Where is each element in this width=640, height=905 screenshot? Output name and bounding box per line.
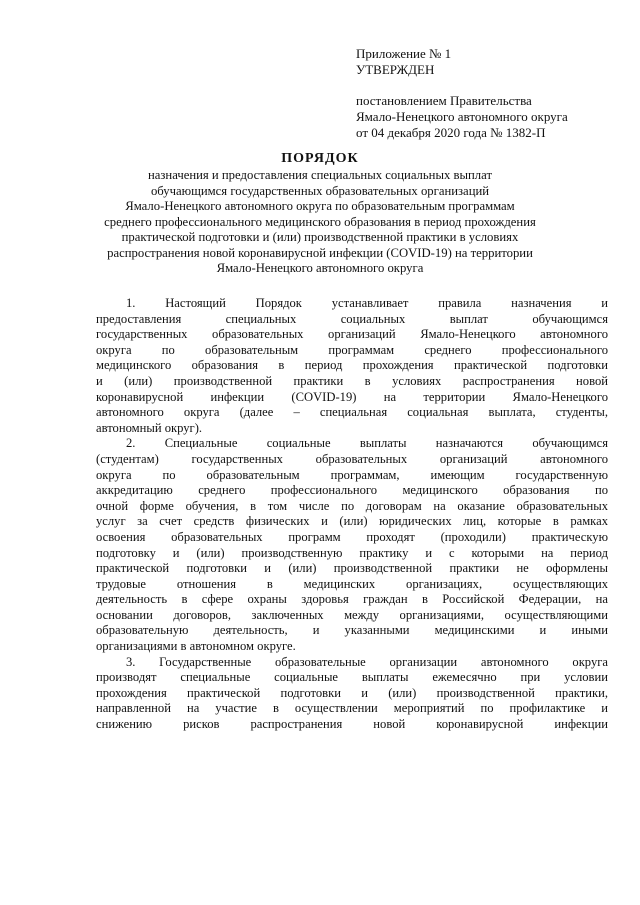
paragraph-line: (студентам) государственных образовательных организаций автономного [96, 451, 608, 466]
paragraph-line: автономного округа (далее – специальная социальная выплата, студенты, [96, 405, 608, 420]
paragraph-line: и (или) производственной практики в условиях распространения новой [96, 373, 608, 388]
paragraph-line: очной форме обучения, в том числе по договорам на оказание образовательных [96, 498, 608, 513]
decree-line: постановлением Правительства [356, 93, 532, 108]
document-title: ПОРЯДОК [281, 151, 359, 166]
document-subtitle [80, 168, 560, 277]
paragraph-2 [96, 436, 608, 654]
paragraph-line: государственных образовательных организаций Ямало-Ненецкого автономного [96, 327, 608, 342]
paragraph-line: деятельность в сфере охраны здоровья граждан в Российской Федерации, на [96, 592, 608, 607]
paragraph-line: медицинского образования в период прохождения практической подготовки [96, 358, 608, 373]
decree-line: Ямало-Ненецкого автономного округа [356, 109, 568, 124]
paragraph-line: прохождения практической подготовки и (или) производственной практики, [96, 685, 608, 700]
paragraph-line: 3. Государственные образовательные организации автономного округа [126, 654, 608, 669]
document-body [96, 296, 608, 733]
appendix-number: Приложение № 1 [356, 46, 452, 61]
approved-label: УТВЕРЖДЕН [356, 62, 435, 77]
subtitle-line: практической подготовки и (или) производственной практики в условиях [121, 230, 519, 244]
paragraph-line: практической подготовки и (или) производственной практики не оформлены [96, 561, 608, 576]
subtitle-line: среднего профессионального медицинского образования в период прохождения [104, 214, 536, 229]
paragraph-line: округа по образовательным программам, имеющим государственную [96, 467, 608, 482]
paragraph-line: автономный округ). [96, 420, 203, 435]
decree-line: от 04 декабря 2020 года № 1382-П [356, 125, 546, 140]
paragraph-line: трудовые отношения в медицинских организациях, осуществляющих [96, 576, 608, 591]
paragraph-line: снижению рисков распространения новой коронавирусной инфекции [96, 717, 608, 732]
paragraph-line: 1. Настоящий Порядок устанавливает правила назначения и [126, 296, 608, 310]
subtitle-line: распространения новой коронавирусной инфекции (COVID-19) на территории [107, 245, 533, 260]
subtitle-line: обучающимся государственных образовательных организаций [150, 183, 490, 198]
paragraph-line: предоставления специальных социальных выплат обучающимся [96, 311, 608, 326]
paragraph-line: основании договоров, заключенных между организациями, осуществляющими [96, 607, 608, 622]
paragraph-line: услуг за счет средств физических и (или) юридических лиц, которые в рамках [96, 514, 608, 529]
paragraph-1 [96, 296, 608, 436]
subtitle-line: Ямало-Ненецкого автономного округа по образовательным программам [125, 199, 515, 213]
paragraph-line: подготовку и (или) производственную практику и с которыми на период [96, 545, 608, 560]
paragraph-line: округа по образовательным программам среднего профессионального [96, 342, 608, 357]
subtitle-line: назначения и предоставления специальных социальных выплат [147, 168, 492, 182]
approval-block [356, 46, 626, 141]
paragraph-line: производят специальные социальные выплаты ежемесячно при условии [96, 670, 608, 685]
paragraph-line: образовательную деятельность, и указанными медицинскими и иными [96, 623, 608, 638]
paragraph-line: освоения образовательных программ проходят (проходили) практическую [96, 529, 608, 544]
subtitle-line: Ямало-Ненецкого автономного округа [216, 261, 424, 275]
paragraph-line: направленной на участие в осуществлении мероприятий по профилактике и [96, 701, 608, 716]
paragraph-line: аккредитацию среднего профессионального медицинского образования по [96, 483, 608, 498]
paragraph-line: организациями в автономном округе. [96, 639, 296, 654]
paragraph-3 [96, 655, 608, 733]
paragraph-line: 2. Специальные социальные выплаты назначаются обучающимся [126, 436, 608, 451]
paragraph-line: коронавирусной инфекции (COVID-19) на территории Ямало-Ненецкого [96, 389, 608, 404]
